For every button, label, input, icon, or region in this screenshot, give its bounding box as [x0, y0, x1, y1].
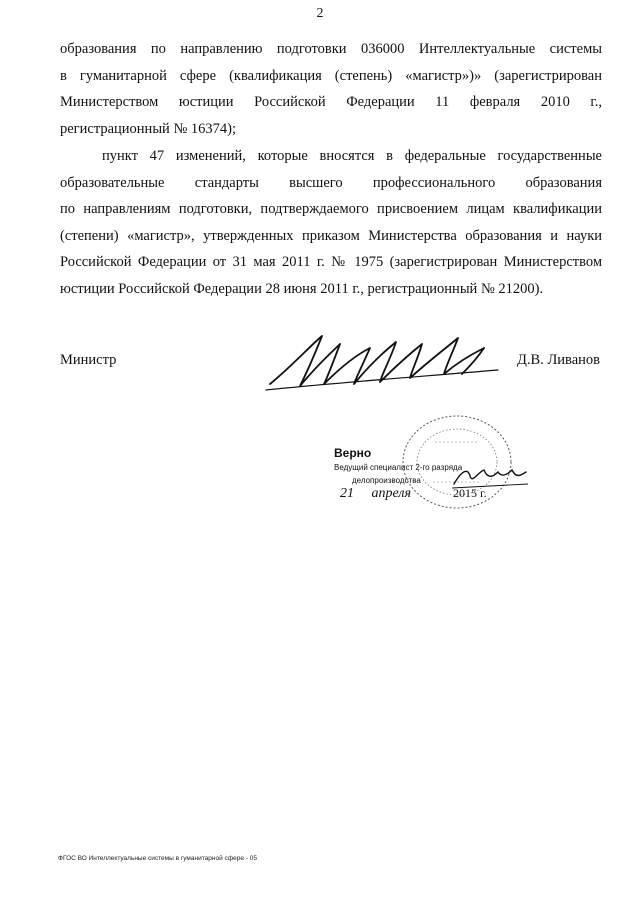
- certification-verno: Верно: [334, 446, 372, 460]
- paragraph-line: Министерством юстиции Российской Федерации 11 февраля 2010 г.,: [60, 94, 602, 110]
- paragraph-2: [60, 143, 602, 302]
- paragraph-line: по направлениям подготовки, подтверждаемого присвоением лицам квалификации: [60, 201, 602, 217]
- paragraph-line: образовательные стандарты высшего профессионального образования: [60, 174, 602, 191]
- paragraph-line: в гуманитарной сфере (квалификация (степень) «магистр»)» (зарегистрирован: [60, 67, 602, 84]
- paragraph-line: образования по направлению подготовки 036000 Интеллектуальные системы: [60, 41, 602, 57]
- date-month: апреля: [371, 486, 411, 501]
- certification-position: Ведущий специалист 2-го разряда: [334, 463, 463, 472]
- minister-name: Д.В. Ливанов: [517, 352, 600, 368]
- page-number: 2: [316, 6, 324, 21]
- date-day: 21: [340, 486, 354, 501]
- paragraph-line: (степени) «магистр», утвержденных приказом Министерства образования и науки: [60, 227, 602, 244]
- paragraph-line: Российской Федерации от 31 мая 2011 г. № 1975 (зарегистрирован Министерством: [60, 254, 602, 270]
- paragraph-line: юстиции Российской Федерации 28 июня 2011 г., регистрационный № 21200).: [60, 280, 544, 297]
- certification-department: делопроизводства: [352, 476, 421, 485]
- handwritten-signature: [262, 326, 502, 396]
- document-footer: ФГОС ВО Интеллектуальные системы в гуманитарной сфере - 05: [58, 855, 257, 862]
- certification-date: [340, 486, 487, 502]
- paragraph-1: [60, 36, 602, 142]
- date-year: 2015 г.: [453, 486, 487, 500]
- paragraph-line: регистрационный № 16374);: [60, 120, 237, 137]
- minister-title: Министр: [60, 352, 117, 368]
- paragraph-line: пункт 47 изменений, которые вносятся в федеральные государственные: [102, 148, 602, 164]
